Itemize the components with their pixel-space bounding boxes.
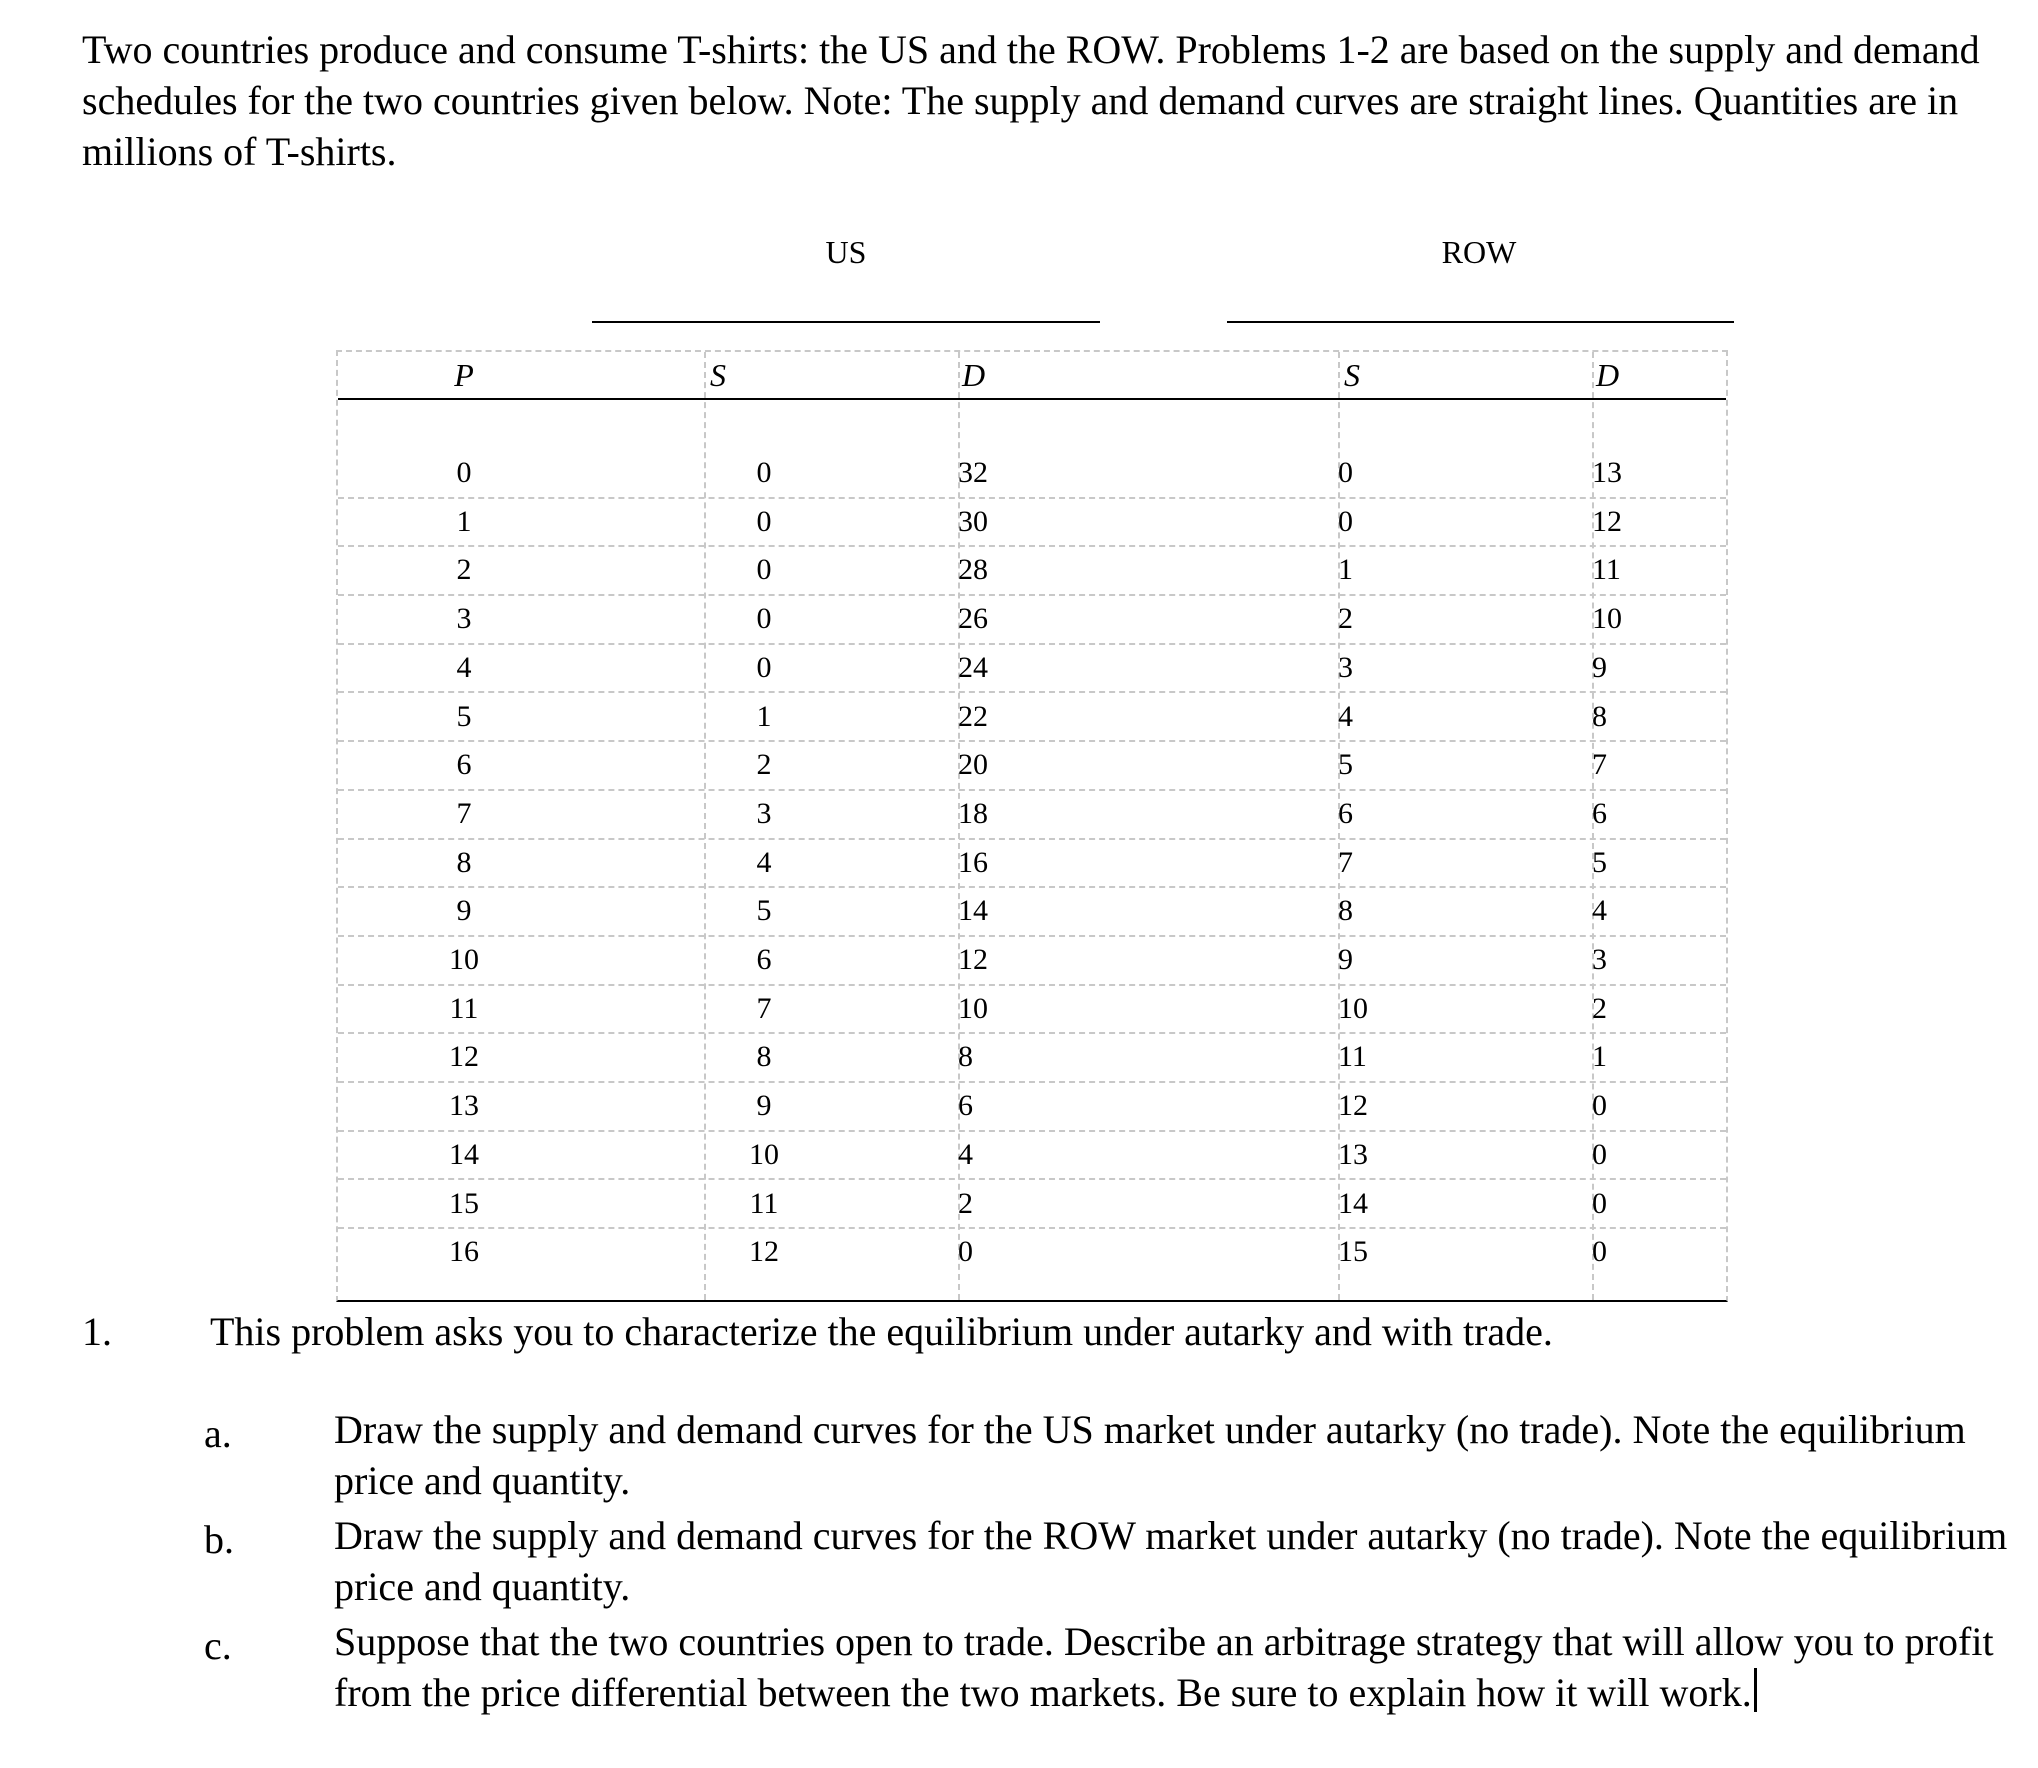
row-demand-cell: 10 <box>1592 602 1622 636</box>
price-cell: 12 <box>449 1040 479 1074</box>
price-cell: 15 <box>449 1186 479 1220</box>
price-cell: 4 <box>456 650 472 684</box>
part-c-body: Suppose that the two countries open to trade. Describe an arbitrage strategy that will allow you to profit from the price differential between the two markets. Be sure to explain how it will work. <box>334 1619 1994 1715</box>
us-supply-cell: 5 <box>756 894 772 928</box>
us-supply-cell: 11 <box>749 1186 779 1220</box>
price-cell: 1 <box>456 504 472 538</box>
price-cell: 3 <box>456 602 472 636</box>
row-group-label: ROW <box>1441 234 1517 270</box>
row-demand-cell: 7 <box>1592 748 1607 782</box>
row-demand-cell: 0 <box>1592 1089 1607 1123</box>
us-supply-cell: 0 <box>756 456 772 489</box>
table-row <box>338 1034 1726 1083</box>
part-c-letter: c. <box>204 1623 232 1668</box>
row-demand-cell: 0 <box>1592 1186 1607 1220</box>
us-supply-cell: 0 <box>756 553 772 587</box>
part-a-text: Draw the supply and demand curves for the US market under autarky (no trade). Note the equilibrium price and quantity. <box>334 1407 1966 1503</box>
us-supply-cell: 0 <box>756 602 772 636</box>
us-group-rule <box>592 321 1100 323</box>
part-b-text: Draw the supply and demand curves for the ROW market under autarky (no trade). Note the equilibrium price and quantity. <box>334 1513 2008 1609</box>
us-demand-cell: 10 <box>958 991 988 1025</box>
row-demand-cell: 6 <box>1592 796 1607 830</box>
us-demand-cell: 30 <box>958 504 988 538</box>
us-demand-cell: 8 <box>958 1040 973 1074</box>
us-supply-cell: 8 <box>756 1040 772 1074</box>
row-supply-cell: 15 <box>1338 1235 1368 1269</box>
us-demand-cell: 24 <box>958 650 988 684</box>
us-demand-cell: 18 <box>958 796 988 830</box>
us-demand-cell: 32 <box>958 456 988 489</box>
row-demand-cell: 13 <box>1592 456 1622 489</box>
us-supply-cell: 10 <box>749 1137 779 1171</box>
us-supply-cell: 1 <box>756 699 772 733</box>
us-demand-cell: 2 <box>958 1186 973 1220</box>
part-c-text <box>334 1616 2014 1718</box>
question-number: 1. <box>82 1309 112 1354</box>
row-group-rule <box>1227 321 1734 323</box>
table-row <box>338 547 1726 596</box>
us-demand-cell: 12 <box>958 943 988 976</box>
header-row-demand: D <box>1596 357 1620 393</box>
intro-paragraph: Two countries produce and consume T-shirts: the US and the ROW. Problems 1-2 are based on the supply and demand schedules for the two countries given below. Note: The supply and demand curves are straight lines. Quantities are in millions of T-shirts. <box>82 27 1980 174</box>
price-cell: 13 <box>449 1089 479 1123</box>
table-row <box>338 791 1726 840</box>
us-supply-cell: 0 <box>756 650 772 684</box>
price-cell: 2 <box>456 553 472 587</box>
row-supply-cell: 0 <box>1338 504 1353 538</box>
us-demand-cell: 26 <box>958 602 988 636</box>
table-row <box>338 1083 1726 1132</box>
row-supply-cell: 4 <box>1338 699 1353 733</box>
us-supply-cell: 9 <box>756 1089 772 1123</box>
row-supply-cell: 9 <box>1338 943 1353 976</box>
row-demand-cell: 0 <box>1592 1235 1607 1269</box>
row-demand-cell: 0 <box>1592 1137 1607 1171</box>
table-row <box>338 888 1726 937</box>
header-row-supply: S <box>1344 357 1360 393</box>
us-demand-cell: 20 <box>958 748 988 782</box>
us-demand-cell: 4 <box>958 1137 973 1171</box>
question-stem: This problem asks you to characterize the equilibrium under autarky and with trade. <box>210 1309 1553 1354</box>
us-demand-cell: 16 <box>958 845 988 879</box>
us-supply-cell: 12 <box>749 1235 779 1269</box>
row-supply-cell: 5 <box>1338 748 1353 782</box>
text-cursor <box>1754 1668 1757 1712</box>
us-supply-cell: 4 <box>756 845 772 879</box>
row-demand-cell: 9 <box>1592 650 1607 684</box>
row-demand-cell: 8 <box>1592 699 1607 733</box>
us-demand-cell: 22 <box>958 699 988 733</box>
price-cell: 5 <box>456 699 472 733</box>
row-supply-cell: 8 <box>1338 894 1353 928</box>
supply-demand-table <box>336 350 1728 1302</box>
table-header-row <box>338 352 1726 400</box>
table-row <box>338 596 1726 645</box>
us-demand-cell: 14 <box>958 894 988 928</box>
us-supply-cell: 6 <box>756 943 772 976</box>
row-supply-cell: 14 <box>1338 1186 1368 1220</box>
row-demand-cell: 4 <box>1592 894 1607 928</box>
us-group-label: US <box>825 234 867 270</box>
us-demand-cell: 6 <box>958 1089 973 1123</box>
table-row <box>338 937 1726 986</box>
us-supply-cell: 0 <box>756 504 772 538</box>
row-demand-cell: 2 <box>1592 991 1607 1025</box>
table-row <box>338 499 1726 548</box>
table-row <box>338 840 1726 889</box>
price-cell: 9 <box>456 894 472 928</box>
price-cell: 7 <box>456 796 472 830</box>
row-supply-cell: 1 <box>1338 553 1353 587</box>
us-supply-cell: 2 <box>756 748 772 782</box>
table-row <box>338 1229 1726 1278</box>
row-supply-cell: 7 <box>1338 845 1353 879</box>
us-demand-cell: 28 <box>958 553 988 587</box>
table-row <box>338 645 1726 694</box>
row-supply-cell: 13 <box>1338 1137 1368 1171</box>
part-a-letter: a. <box>204 1411 232 1456</box>
table-row <box>338 1181 1726 1230</box>
us-supply-cell: 3 <box>756 796 772 830</box>
table-row <box>338 986 1726 1035</box>
header-price: P <box>454 357 474 393</box>
price-cell: 6 <box>456 748 472 782</box>
table-row <box>338 694 1726 743</box>
row-supply-cell: 11 <box>1338 1040 1367 1074</box>
row-supply-cell: 10 <box>1338 991 1368 1025</box>
price-cell: 11 <box>449 991 479 1025</box>
price-cell: 8 <box>456 845 472 879</box>
row-demand-cell: 11 <box>1592 553 1621 587</box>
row-supply-cell: 2 <box>1338 602 1353 636</box>
part-b-letter: b. <box>204 1517 234 1562</box>
row-supply-cell: 3 <box>1338 650 1353 684</box>
row-supply-cell: 0 <box>1338 456 1353 489</box>
header-us-demand: D <box>962 357 986 393</box>
price-cell: 0 <box>456 456 472 489</box>
row-demand-cell: 12 <box>1592 504 1622 538</box>
table-row <box>338 742 1726 791</box>
row-demand-cell: 3 <box>1592 943 1607 976</box>
row-supply-cell: 6 <box>1338 796 1353 830</box>
header-us-supply: S <box>710 357 726 393</box>
row-demand-cell: 1 <box>1592 1040 1607 1074</box>
row-supply-cell: 12 <box>1338 1089 1368 1123</box>
price-cell: 14 <box>449 1137 479 1171</box>
us-supply-cell: 7 <box>756 991 772 1025</box>
price-cell: 10 <box>449 943 479 976</box>
table-row <box>338 450 1726 499</box>
us-demand-cell: 0 <box>958 1235 973 1269</box>
row-demand-cell: 5 <box>1592 845 1607 879</box>
price-cell: 16 <box>449 1235 479 1269</box>
table-row <box>338 1132 1726 1181</box>
